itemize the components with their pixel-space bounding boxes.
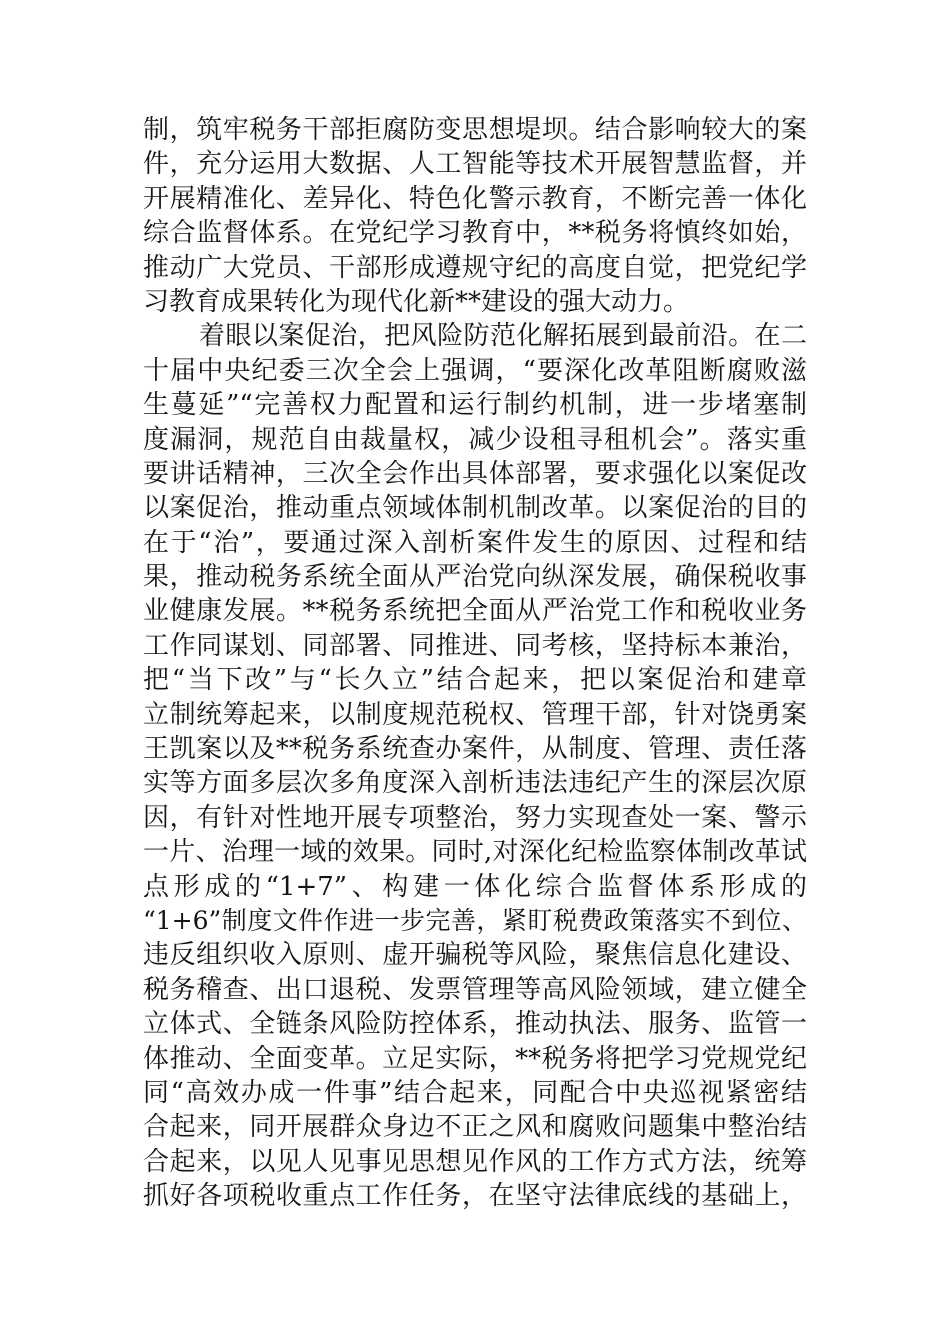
text-line: 习教育成果转化为现代化新**建设的强大动力。: [143, 286, 690, 317]
text-line: 体推动、全面变革。立足实际，**税务将把学习党规党纪: [143, 1043, 807, 1074]
text-line: 税务稽查、出口退税、发票管理等高风险领域，建立健全: [143, 974, 807, 1005]
text-line: 综合监督体系。在党纪学习教育中，**税务将慎终如始，: [143, 218, 807, 249]
text-line: 着眼以案促治，把风险防范化解拓展到最前沿。在二: [199, 321, 807, 352]
document-body: [143, 113, 807, 1214]
text-line: 立制统筹起来，以制度规范税权、管理干部，针对饶勇案: [143, 699, 807, 730]
text-line: 业健康发展。**税务系统把全面从严治党工作和税收业务: [143, 596, 807, 627]
text-line: 合起来，以见人见事见思想见作风的工作方式方法，统筹: [143, 1146, 807, 1177]
text-line: 要讲话精神，三次全会作出具体部署，要求强化以案促改: [143, 458, 807, 489]
text-line: 工作同谋划、同部署、同推进、同考核，坚持标本兼治，: [143, 630, 807, 661]
text-line: 立体式、全链条风险防控体系，推动执法、服务、监管一: [143, 1009, 807, 1040]
text-line: 件，充分运用大数据、人工智能等技术开展智慧监督，并: [143, 149, 807, 180]
text-line: 在于“治”，要通过深入剖析案件发生的原因、过程和结: [143, 527, 807, 558]
text-line: 十届中央纪委三次全会上强调，“要深化改革阻断腐败滋: [143, 355, 807, 386]
text-line: 实等方面多层次多角度深入剖析违法违纪产生的深层次原: [143, 768, 807, 799]
text-line: 抓好各项税收重点工作任务，在坚守法律底线的基础上，: [143, 1181, 807, 1212]
text-line: 一片、治理一域的效果。同时,对深化纪检监察体制改革试: [143, 837, 807, 868]
text-line: 同“高效办成一件事”结合起来，同配合中央巡视紧密结: [143, 1077, 807, 1108]
text-line: 把“当下改”与“长久立”结合起来，把以案促治和建章: [143, 665, 807, 696]
text-line: 生蔓延”“完善权力配置和运行制约机制，进一步堵塞制: [143, 390, 807, 421]
text-line: 制，筑牢税务干部拒腐防变思想堤坝。结合影响较大的案: [143, 115, 807, 145]
text-line: 违反组织收入原则、虚开骗税等风险，聚焦信息化建设、: [143, 940, 807, 971]
text-line: 以案促治，推动重点领域体制机制改革。以案促治的目的: [143, 493, 807, 524]
text-line: 果，推动税务系统全面从严治党向纵深发展，确保税收事: [143, 562, 807, 593]
text-line: 因，有针对性地开展专项整治，努力实现查处一案、警示: [143, 802, 807, 833]
text-line: 点形成的“1+7”、构建一体化综合监督体系形成的: [143, 871, 807, 902]
text-line: 合起来，同开展群众身边不正之风和腐败问题集中整治结: [143, 1112, 807, 1143]
text-line: 开展精准化、差异化、特色化警示教育，不断完善一体化: [143, 183, 807, 214]
text-line: “1+6”制度文件作进一步完善，紧盯税费政策落实不到位、: [143, 905, 807, 935]
text-line: 度漏洞，规范自由裁量权，减少设租寻租机会”。落实重: [143, 424, 807, 455]
text-line: 推动广大党员、干部形成遵规守纪的高度自觉，把党纪学: [143, 252, 807, 283]
text-line: 王凯案以及**税务系统查办案件，从制度、管理、责任落: [143, 734, 807, 765]
